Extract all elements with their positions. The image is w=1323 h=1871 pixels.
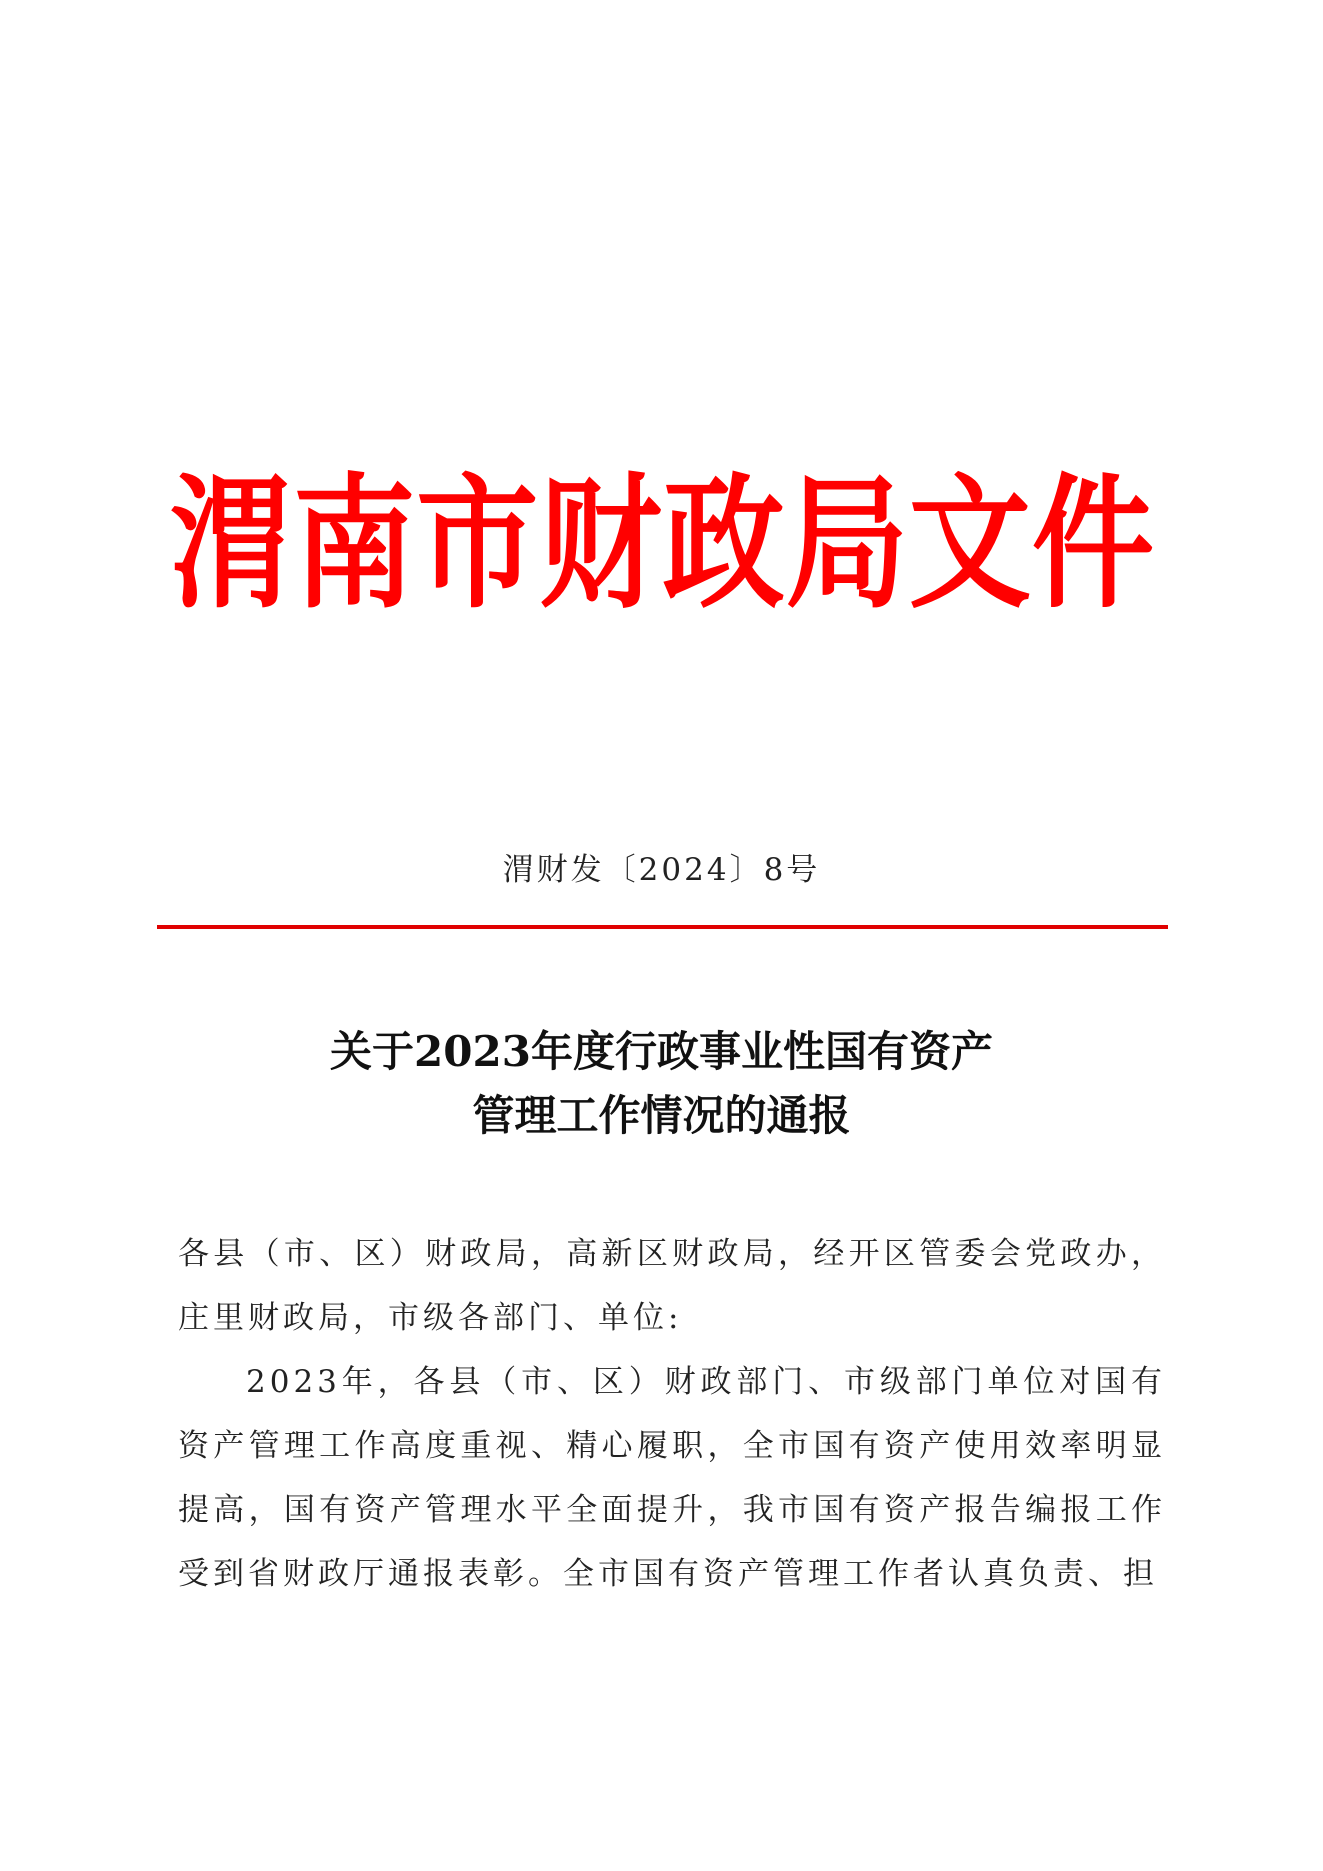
title-line-2: 管理工作情况的通报 [472,1091,851,1140]
document-body [178,1222,1166,1606]
masthead-char: 文 [908,458,1031,628]
red-divider-line [157,925,1168,929]
body-paragraph: 2023年，各县（市、区）财政部门、市级部门单位对国有资产管理工作高度重视、精心履职，全市国有资产使用效率明显提高，国有资产管理水平全面提升，我市国有资产报告编报工作受到省财政厅通报表彰。全市国有资产管理工作者认真负责、担 [178,1364,1166,1592]
masthead-char: 政 [662,458,785,628]
masthead-char: 局 [785,458,908,628]
masthead-char: 件 [1031,458,1154,628]
masthead-title [170,455,1154,632]
document-title [0,1020,1323,1148]
document-number: 渭财发〔2024〕8号 [502,852,821,888]
salutation: 各县（市、区）财政局，高新区财政局，经开区管委会党政办，庄里财政局，市级各部门、单位: [178,1236,1166,1336]
title-line-1: 关于2023年度行政事业性国有资产 [330,1027,993,1076]
masthead-char: 市 [416,458,539,628]
masthead-char: 南 [293,458,416,628]
masthead-char: 财 [539,458,662,628]
masthead-char: 渭 [170,458,292,628]
